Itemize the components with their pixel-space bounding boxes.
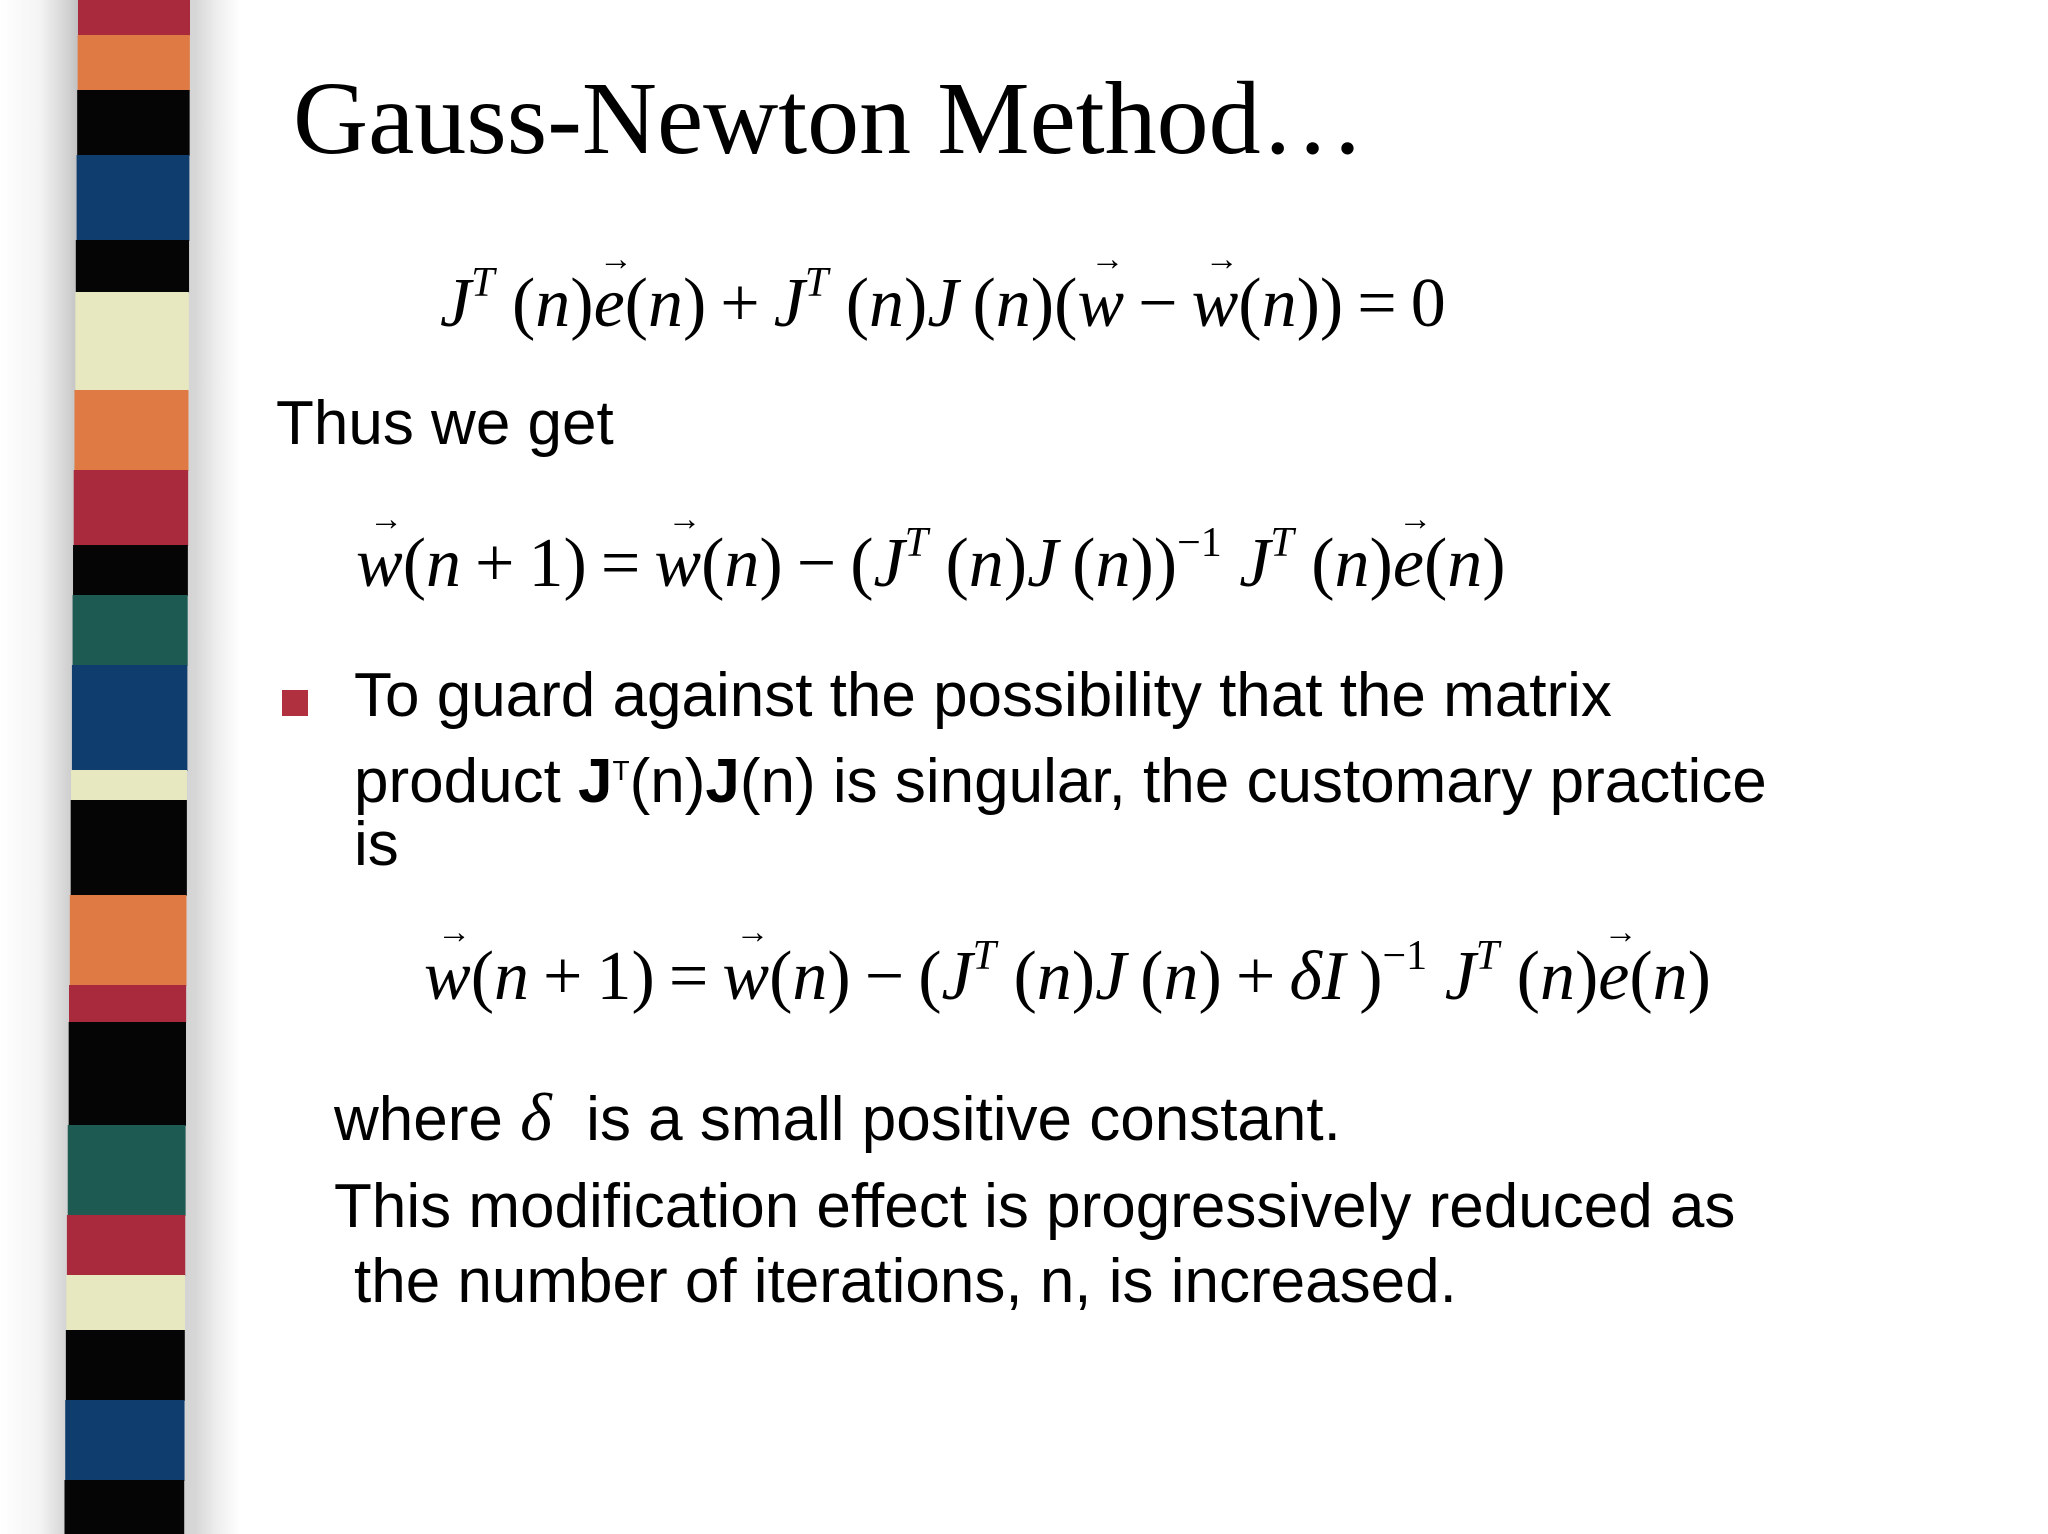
stripe-navy — [77, 155, 190, 241]
eq1-T: T — [471, 260, 495, 306]
modification-line-1: This modification effect is progressively reduced as — [334, 1172, 1736, 1241]
stripe-red — [67, 1215, 185, 1276]
stripe-orange — [78, 35, 190, 91]
stripe-black — [76, 240, 189, 293]
bullet-line-3: is — [354, 810, 399, 879]
where-delta-line: where δ is a small positive constant. — [334, 1079, 1341, 1155]
stripe-teal — [68, 1125, 186, 1216]
stripe-navy — [65, 1400, 184, 1481]
stripe-orange — [70, 895, 187, 986]
equation-regularized-update: → w(n + 1) = → $w(n) - (J^T$ (n)J (n) + δI )$^{-1}$ $J^T$ (n)→ e(n) — [424, 935, 1711, 1012]
stripe-teal — [73, 595, 188, 666]
bullet-line-2: product $J^T(n)J(n)$ is singular, the customary practice — [354, 747, 1767, 816]
decorative-stripe-strip — [0, 0, 240, 1534]
stripe-navy — [72, 665, 187, 771]
stripe-black — [66, 1330, 185, 1401]
stripe-black — [64, 1480, 184, 1534]
slide-title: Gauss-Newton Method… — [293, 61, 1365, 176]
stripe-black — [71, 800, 187, 896]
stripe-red — [69, 985, 186, 1023]
stripe-cream — [75, 292, 189, 391]
bullet-line-1: To guard against the possibility that the matrix — [354, 661, 1612, 730]
equation-gauss-newton-update: → w(n + 1) = → $w(n) - (J^T$ (n)J (n))$^{-1}$ $J^T$ (n)→ e(n) — [356, 522, 1506, 599]
stripe-red — [78, 0, 190, 36]
eq1-e-vector: → e — [594, 269, 625, 339]
delta-symbol: δ — [520, 1079, 552, 1155]
square-bullet-icon — [282, 690, 308, 716]
equation-gradient-zero: $J^T$ $(n)\to e(n) + J^T$ (n)J (n)(→ w − → w(n)) = 0 — [440, 262, 1446, 339]
stripe-black — [77, 90, 189, 156]
stripe-orange — [74, 390, 188, 471]
stripe-cream — [66, 1275, 185, 1331]
stripe-black — [73, 545, 188, 596]
modification-line-2: the number of iterations, n, is increased. — [354, 1247, 1457, 1316]
eq1-J: J — [440, 265, 472, 342]
stripe-cream — [71, 770, 187, 801]
thus-we-get-label: Thus we get — [276, 389, 614, 458]
stripe-red — [74, 470, 188, 546]
stripe-black — [69, 1022, 186, 1126]
